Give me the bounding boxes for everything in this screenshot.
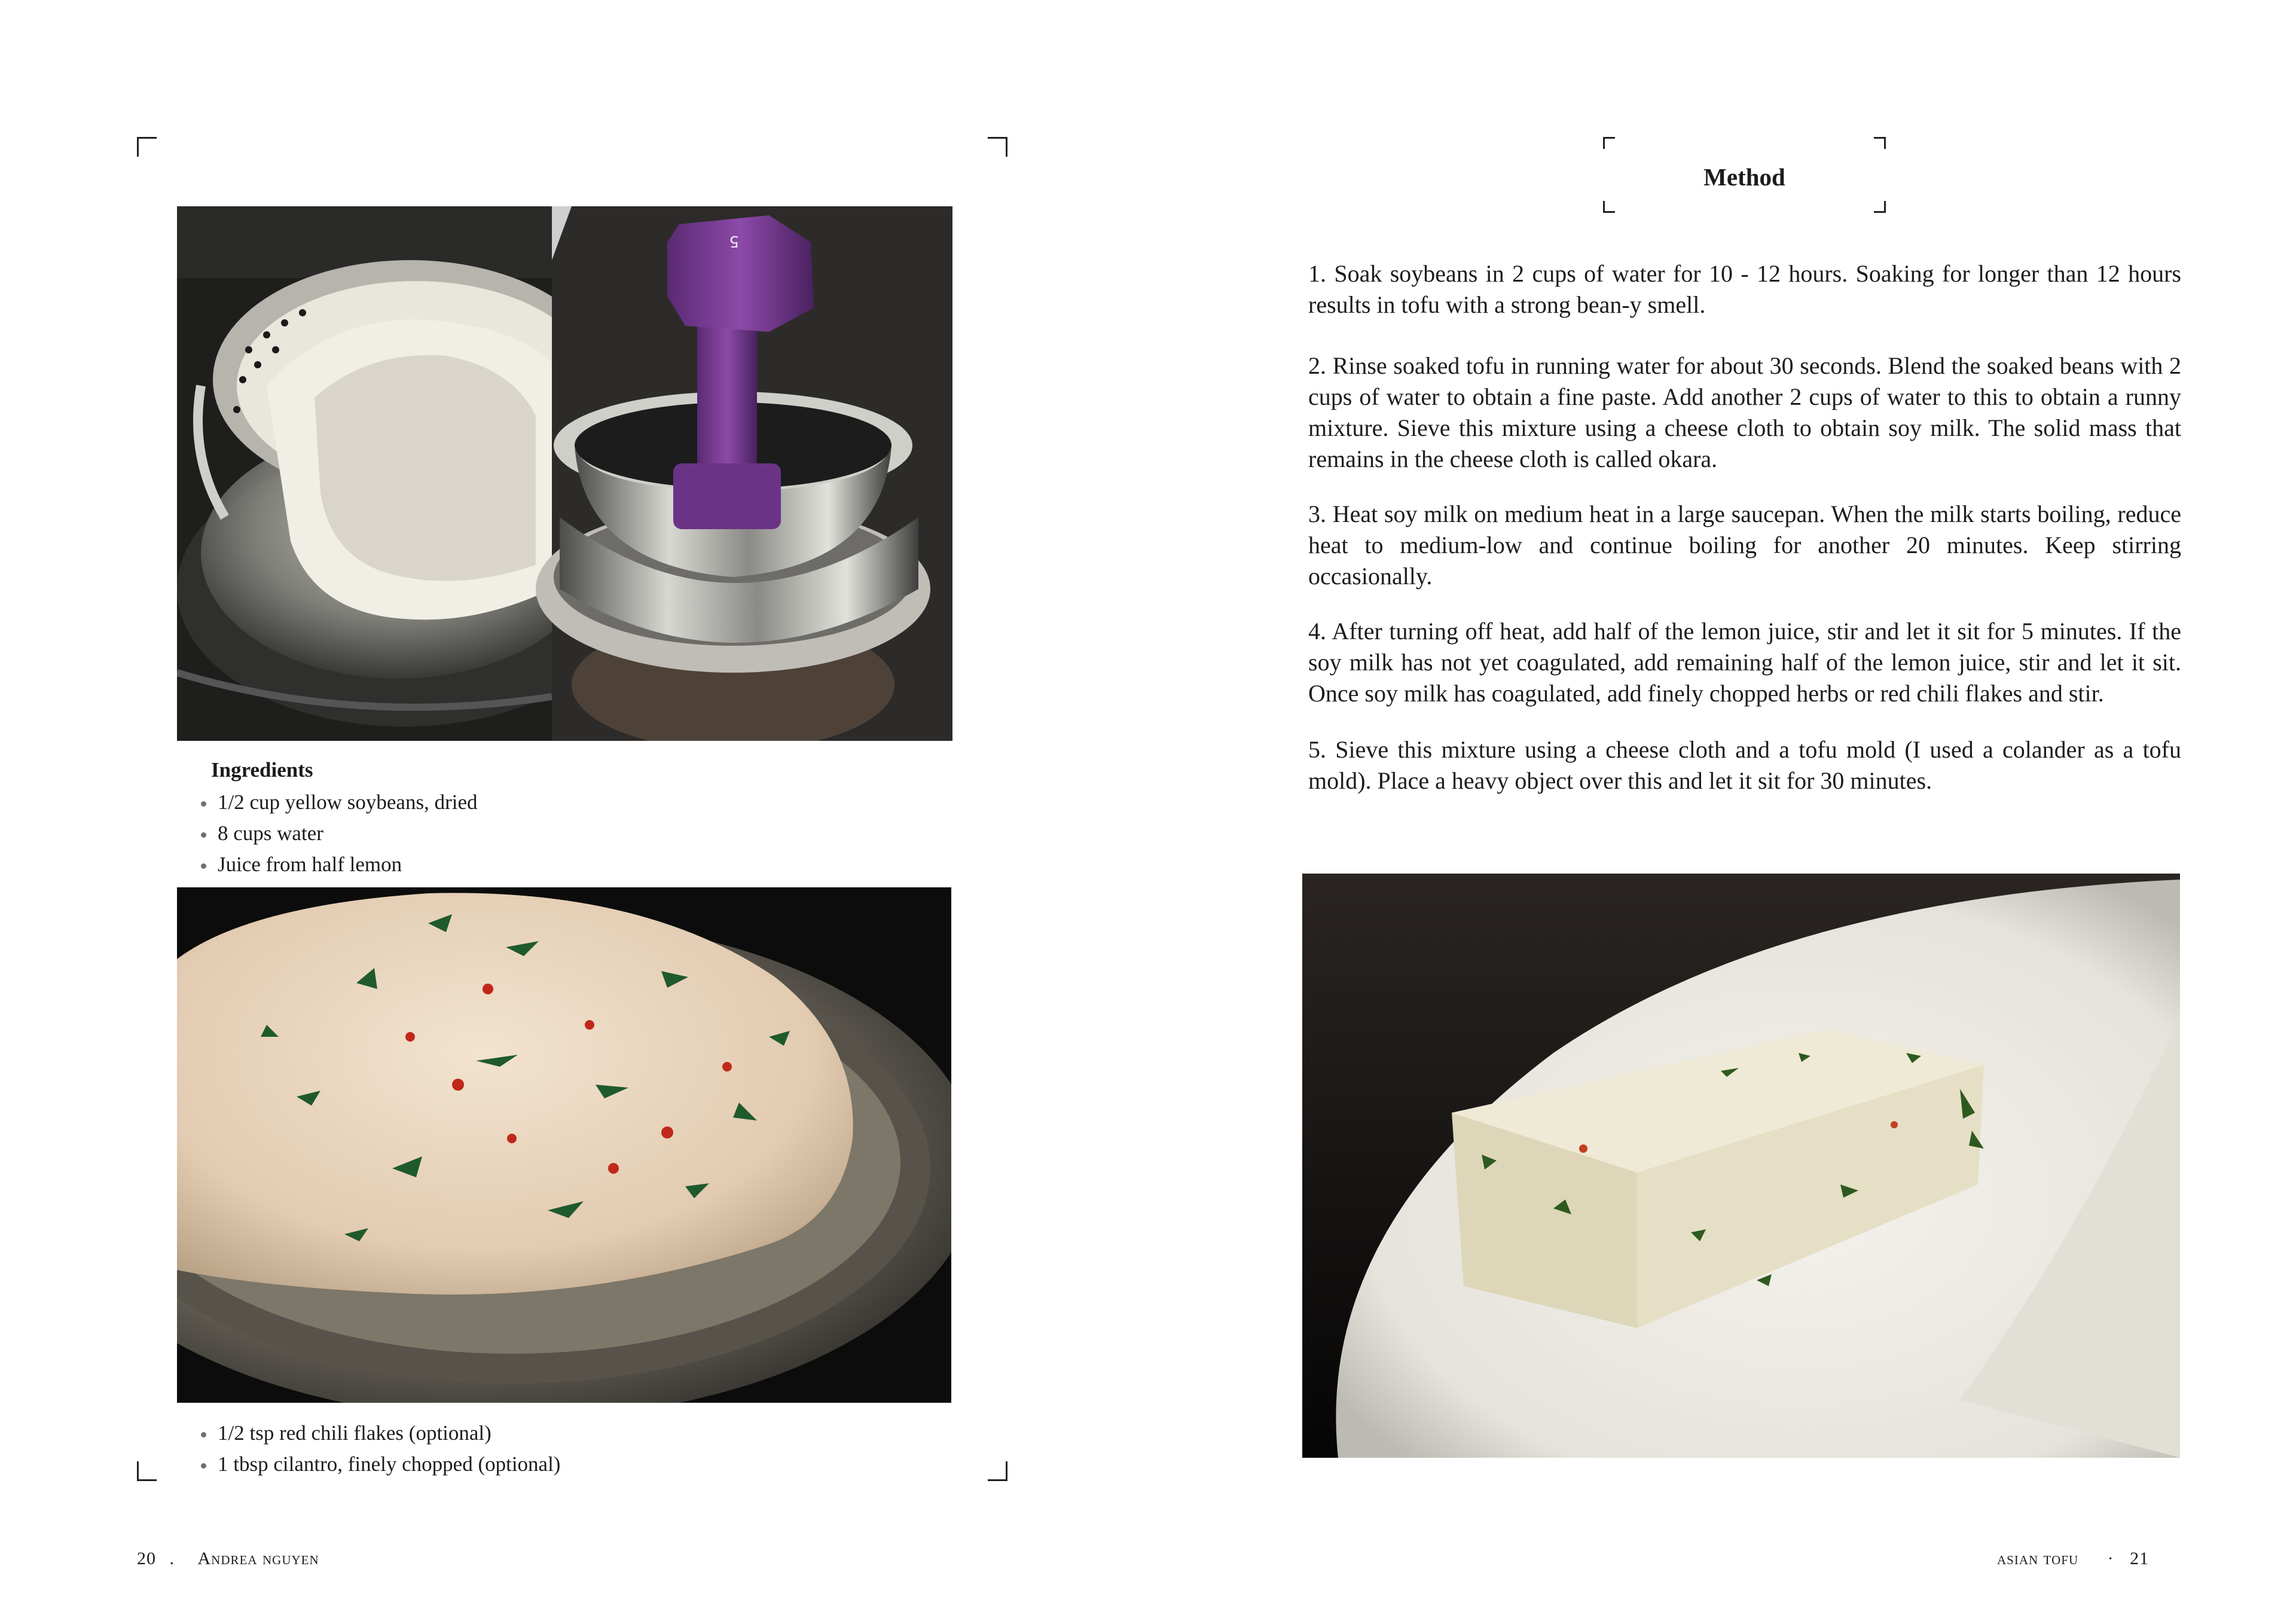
method-step-2: 2. Rinse soaked tofu in running water for about 30 seconds. Blend the soaked beans with 2 cups of water to obtain a fine paste. Add another 2 cups of water to this to obtain a runny mixture. Sieve this mixture using a cheese cloth to obtain soy milk. The solid mass that remains in the cheese cloth is called okara. — [1308, 352, 2181, 472]
crop-mark-top-right — [988, 137, 1007, 157]
method-step-3: 3. Heat soy milk on medium heat in a large saucepan. When the milk starts boiling, reduce heat to medium-low and continue boiling for another 20 minutes. Keep stirring occasionally. — [1308, 500, 2181, 590]
tofu-slice-illustration — [1302, 874, 2180, 1458]
ingredients-title: Ingredients — [211, 758, 313, 782]
method-steps — [1308, 258, 2181, 796]
footer-separator: . — [169, 1549, 175, 1568]
list-item: 1/2 cup yellow soybeans, dried — [197, 787, 735, 818]
ingredients-list — [197, 787, 735, 880]
photo-tofu-plate — [177, 887, 951, 1403]
list-item: 8 cups water — [197, 818, 735, 849]
crop-mark-title-top-right — [1874, 137, 1886, 149]
tofu-plate-illustration — [177, 887, 951, 1403]
crop-mark-bottom-left — [137, 1461, 157, 1481]
footer-author: Andrea nguyen — [197, 1549, 319, 1568]
right-footer — [1997, 1549, 2149, 1569]
method-step-4: 4. After turning off heat, add half of the lemon juice, stir and let it sit for 5 minutes. If the soy milk has not yet coagulated, add remaining half of the lemon juice, stir and let it sit. Once soy milk has coagulated, add finely chopped herbs or red chili flakes and stir. — [1308, 618, 2181, 707]
crop-mark-title-bottom-left — [1603, 201, 1615, 213]
footer-separator: · — [2107, 1549, 2114, 1568]
page-number: 20 — [137, 1549, 156, 1568]
crop-mark-bottom-right — [988, 1461, 1007, 1481]
method-title: Method — [1703, 163, 1785, 191]
colander-press-illustration — [177, 206, 952, 741]
page-number: 21 — [2130, 1549, 2150, 1568]
crop-mark-title-top-left — [1603, 137, 1615, 149]
svg-text:5: 5 — [729, 232, 739, 250]
method-step-5: 5. Sieve this mixture using a cheese cloth and a tofu mold (I used a colander as a tofu mold). Place a heavy object over this and let it sit for 30 minutes. — [1308, 736, 2181, 794]
left-footer — [137, 1549, 319, 1569]
list-item: Juice from half lemon — [197, 849, 735, 880]
crop-mark-title-bottom-right — [1874, 201, 1886, 213]
photo-colander-press — [177, 206, 952, 741]
footer-title: asian tofu — [1997, 1549, 2079, 1568]
method-step-1: 1. Soak soybeans in 2 cups of water for 10 - 12 hours. Soaking for longer than 12 hours results in tofu with a strong bean-y smell. — [1308, 260, 2181, 318]
list-item: 1/2 tsp red chili flakes (optional) — [197, 1418, 854, 1449]
crop-mark-top-left — [137, 137, 157, 157]
list-item: 1 tbsp cilantro, finely chopped (optional) — [197, 1449, 854, 1480]
optional-ingredients-list — [197, 1418, 854, 1480]
photo-tofu-slice — [1302, 874, 2180, 1458]
